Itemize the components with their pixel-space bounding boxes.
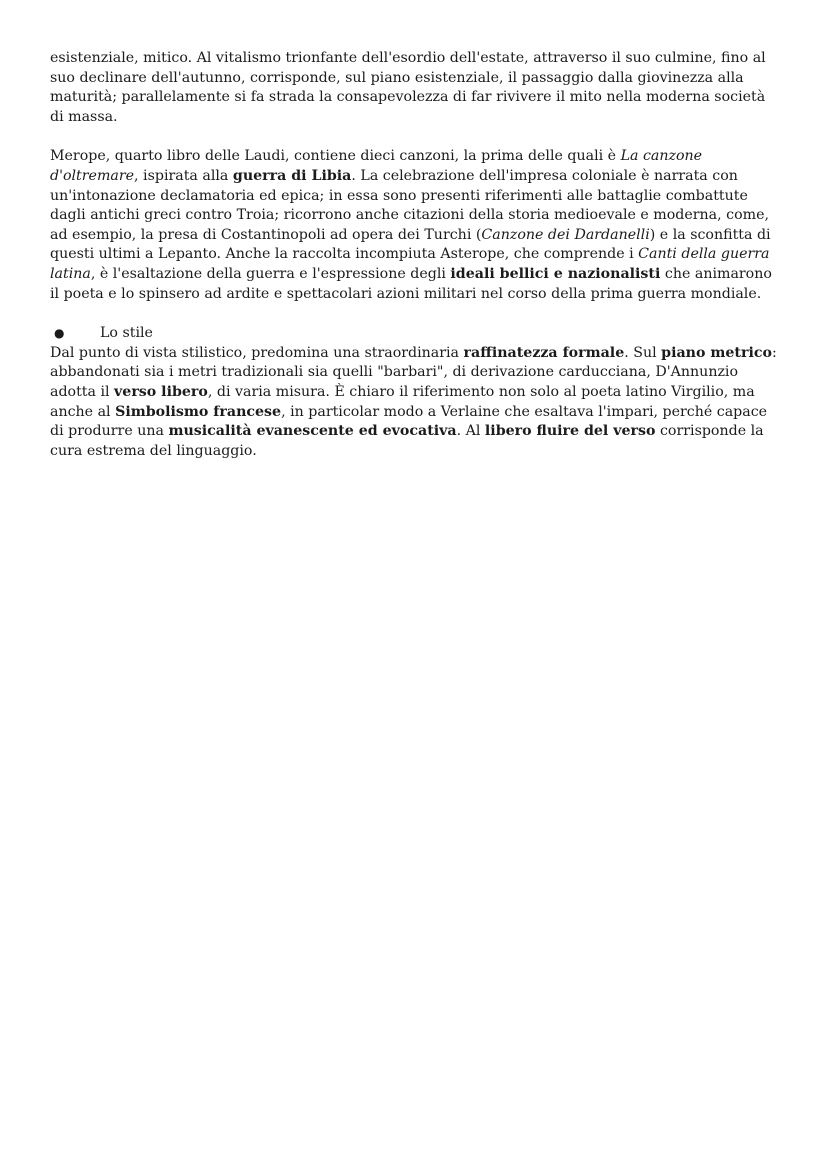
paragraph-seasons-existential: [50, 49, 782, 127]
bold-emphasis: Simbolismo francese: [115, 403, 282, 420]
bold-emphasis: musicalità evanescente ed evocativa: [168, 423, 457, 440]
text-run: : abbandonati sia i metri tradizionali sia quelli "barbari", di derivazione carducciana, D'Annunzio adotta il: [50, 344, 777, 400]
bullet-label: Lo stile: [100, 325, 153, 342]
document-page: [50, 49, 782, 461]
paragraph-spacer: [50, 304, 782, 324]
italic-title: Canti della guerra latina: [50, 246, 770, 282]
text-run: Dal punto di vista stilistico, predomina una straordinaria: [50, 344, 464, 361]
text-run: Merope, quarto libro delle Laudi, contiene dieci canzoni, la prima delle quali è: [50, 148, 621, 165]
bold-emphasis: piano metrico: [661, 344, 772, 361]
text-run: . La celebrazione dell'impresa coloniale è narrata con un'intonazione declamatoria ed epica; in essa sono presenti riferimenti alle battaglie combattute dagli antichi greci contro Troia; ricorrono anche citazioni della storia medioevale e moderna, come, ad esempio, la presa di Costantinopoli ad opera dei Turchi (: [50, 167, 770, 243]
bold-emphasis: ideali bellici e nazionalisti: [450, 265, 661, 282]
italic-title: Canzone dei Dardanelli: [481, 226, 650, 243]
text-run: corrisponde la cura estrema del linguaggio.: [50, 423, 764, 459]
paragraph-merope: [50, 147, 782, 304]
bold-emphasis: raffinatezza formale: [463, 344, 625, 361]
paragraph-spacer: [50, 127, 782, 147]
text-run: ) e la sconfitta di questi ultimi a Lepanto. Anche la raccolta incompiuta Asterope, che comprende i: [50, 226, 771, 263]
paragraph-stile: [50, 344, 782, 462]
italic-title: La canzone d'oltremare: [50, 148, 703, 184]
text-run: esistenziale, mitico. Al vitalismo trionfante dell'esordio dell'estate, attraverso il suo culmine, fino al suo declinare dell'autunno, corrisponde, sul piano esistenziale, il passaggio dalla giovinezza alla maturità; parallelamente si fa strada la consapevolezza di far rivivere il mito nella moderna società di massa.: [50, 50, 766, 125]
bold-emphasis: libero fluire del verso: [484, 423, 656, 440]
bold-emphasis: verso libero: [114, 383, 208, 400]
text-run: , di varia misura. È chiaro il riferimento non solo al poeta latino Virgilio, ma anche al: [50, 383, 755, 420]
text-run: che animarono il poeta e lo spinsero ad ardite e spettacolari azioni militari nel corso della prima guerra mondiale.: [50, 265, 772, 302]
text-run: , in particolar modo a Verlaine che esaltava l'impari, perché capace di produrre una: [50, 403, 768, 440]
text-run: . Al: [456, 423, 485, 440]
text-run: . Sul: [624, 344, 662, 361]
bold-emphasis: guerra di Libia: [232, 167, 352, 184]
bullet-dot-icon: ●: [54, 326, 65, 341]
bullet-item-lo-stile: [50, 324, 782, 344]
text-run: , ispirata alla: [134, 167, 233, 184]
text-run: , è l'esaltazione della guerra e l'espressione degli: [90, 265, 451, 282]
